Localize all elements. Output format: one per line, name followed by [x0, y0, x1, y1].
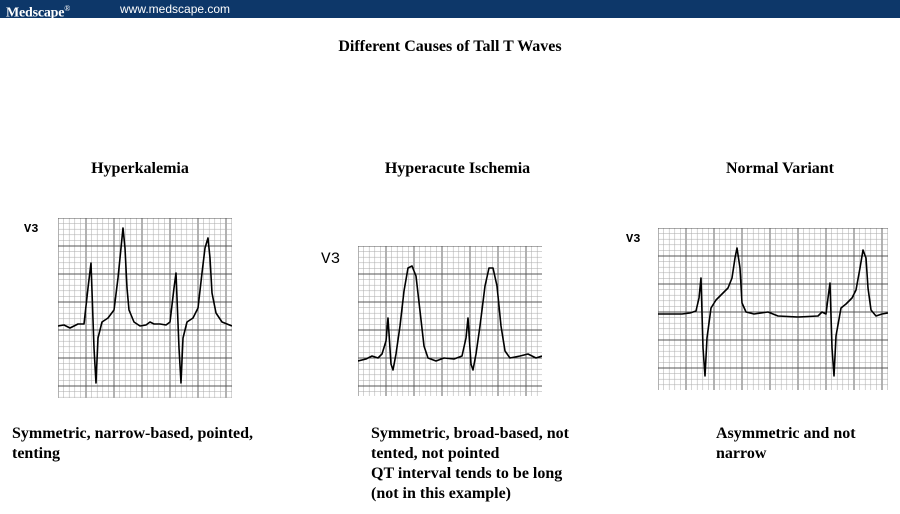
description-line: tenting: [12, 445, 60, 462]
panel-description-hyperkalemia: [12, 424, 253, 464]
ecg-strip-normal-variant: [658, 228, 888, 390]
site-url[interactable]: www.medscape.com: [120, 2, 231, 16]
lead-label-hyperkalemia: V3: [24, 222, 39, 236]
description-line: Symmetric, broad-based, not: [371, 425, 569, 442]
ecg-strip-hyperacute-ischemia: [358, 246, 542, 396]
description-line: (not in this example): [371, 485, 511, 502]
ecg-grid: [358, 246, 542, 396]
header-bar: [0, 0, 900, 21]
description-line: narrow: [716, 445, 767, 462]
lead-label-hyperacute-ischemia: V3: [321, 250, 341, 268]
panel-heading-hyperkalemia: Hyperkalemia: [91, 160, 189, 177]
ecg-trace-hyperkalemia: [58, 228, 232, 383]
lead-label-normal-variant: V3: [626, 232, 641, 246]
panel-heading-normal-variant: Normal Variant: [726, 160, 834, 177]
panel-heading-hyperacute-ischemia: Hyperacute Ischemia: [384, 160, 531, 177]
ecg-grid: [658, 228, 888, 390]
description-line: Asymmetric and not: [716, 425, 856, 442]
panel-description-normal-variant: [716, 424, 856, 464]
description-line: Symmetric, narrow-based, pointed,: [12, 425, 254, 442]
page-title: Different Causes of Tall T Waves: [338, 38, 562, 55]
panel-description-hyperacute-ischemia: [371, 424, 569, 504]
ecg-strip-hyperkalemia: [58, 218, 232, 398]
medscape-logo[interactable]: Medscape®: [6, 4, 71, 21]
description-line: tented, not pointed: [371, 445, 500, 462]
description-line: QT interval tends to be long: [371, 465, 563, 482]
